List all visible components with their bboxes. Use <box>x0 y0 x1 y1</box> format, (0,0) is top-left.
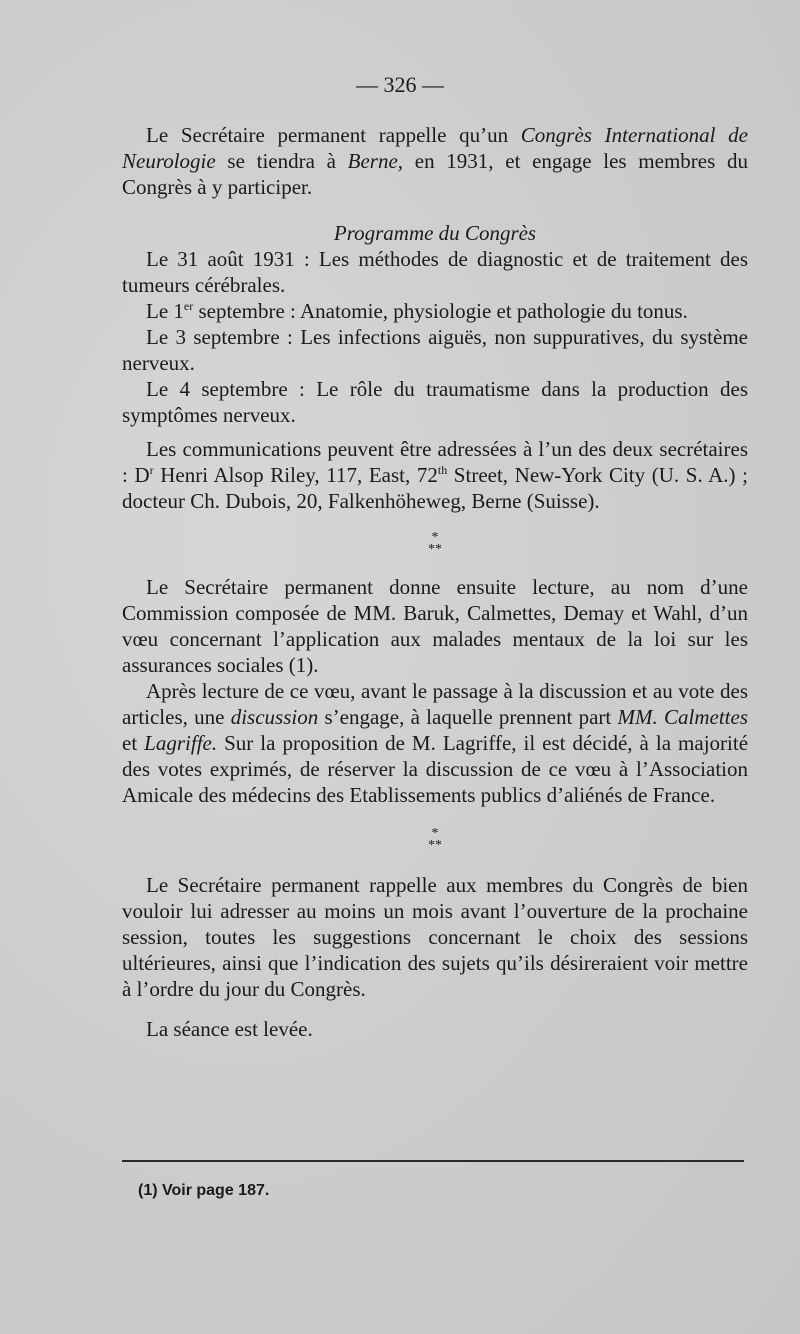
program-item-1: Le 31 août 1931 : Les méthodes de diagnostic et de traitement des tumeurs cérébrales. <box>122 247 748 297</box>
program-heading: Programme du Congrès <box>333 221 537 245</box>
paragraph-congress-announcement <box>122 122 748 200</box>
paragraph-discussion <box>122 678 748 808</box>
text-run: en 1931, et engage les membres du Congrès à y participer. <box>122 149 748 199</box>
text-run: Après lecture de ce vœu, avant le passage à la discussion et au vote des articles, une <box>122 679 748 729</box>
text-run: Le Secrétaire permanent rappelle qu’un <box>146 123 521 147</box>
italic-text: Lagriffe. <box>144 731 218 755</box>
text-run: s’engage, à laquelle prennent part <box>318 705 618 729</box>
text-run: septembre : Anatomie, physiologie et pathologie du tonus. <box>193 299 688 323</box>
page-body <box>122 122 748 1042</box>
paragraph-suggestions: Le Secrétaire permanent rappelle aux membres du Congrès de bien vouloir lui adresser au moins un mois avant l’ouverture de la prochaine session, toutes les suggestions concernant le choix des sessions ultérieures, ainsi que l’indication des sujets qu’ils désireraient voir mettre à l’ordre du jour du Congrès. <box>122 873 748 1001</box>
program-item-4: Le 4 septembre : Le rôle du traumatisme dans la production des symptômes nerveux. <box>122 377 748 427</box>
superscript: er <box>183 299 194 313</box>
page-number: — 326 — <box>356 72 444 97</box>
asterism-separator <box>122 526 748 566</box>
asterism-bottom: ** <box>428 542 442 557</box>
text-run: se tiendra à <box>215 149 348 173</box>
superscript: th <box>437 463 448 477</box>
paragraph-closing: La séance est levée. <box>146 1017 313 1041</box>
paragraph-commission: Le Secrétaire permanent donne ensuite lecture, au nom d’une Commission composée de MM. Baruk, Calmettes, Demay et Wahl, d’un vœu concernant l’application aux malades mentaux de la loi sur les assurances sociales (1). <box>122 575 748 677</box>
italic-text: discussion <box>230 705 319 729</box>
text-run: Street, New-York City (U. S. A.) ; docteur Ch. Dubois, 20, Falkenhöheweg, Berne (Suisse). <box>122 463 748 513</box>
text-run: Henri Alsop Riley, 117, East, 72 <box>153 463 438 487</box>
text-run: Les communications peuvent être adressées à l’un des deux secrétaires : D <box>122 437 748 487</box>
italic-city: Berne, <box>347 149 404 173</box>
italic-text: MM. Calmettes <box>617 705 748 729</box>
text-run: et <box>122 731 145 755</box>
program-item-2 <box>122 298 748 324</box>
superscript: r <box>149 463 154 477</box>
italic-congress-name: Congrès International de Neurologie <box>122 123 748 173</box>
program-item-3: Le 3 septembre : Les infections aiguës, non suppuratives, du système nerveux. <box>122 325 748 375</box>
text-run: Sur la proposition de M. Lagriffe, il est décidé, à la majorité des votes exprimés, de réserver la discussion de ce vœu à l’Association Amicale des médecins des Etablissements publics d’aliénés de France. <box>122 731 749 807</box>
asterism-separator <box>122 822 748 862</box>
asterism-top: * <box>431 826 439 841</box>
footnote: (1) Voir page 187. <box>138 1182 270 1199</box>
asterism-bottom: ** <box>428 838 442 853</box>
text-run: Le 1 <box>146 299 184 323</box>
paragraph-communications <box>122 436 748 514</box>
asterism-top: * <box>431 530 439 545</box>
footnote-rule <box>122 1160 744 1162</box>
